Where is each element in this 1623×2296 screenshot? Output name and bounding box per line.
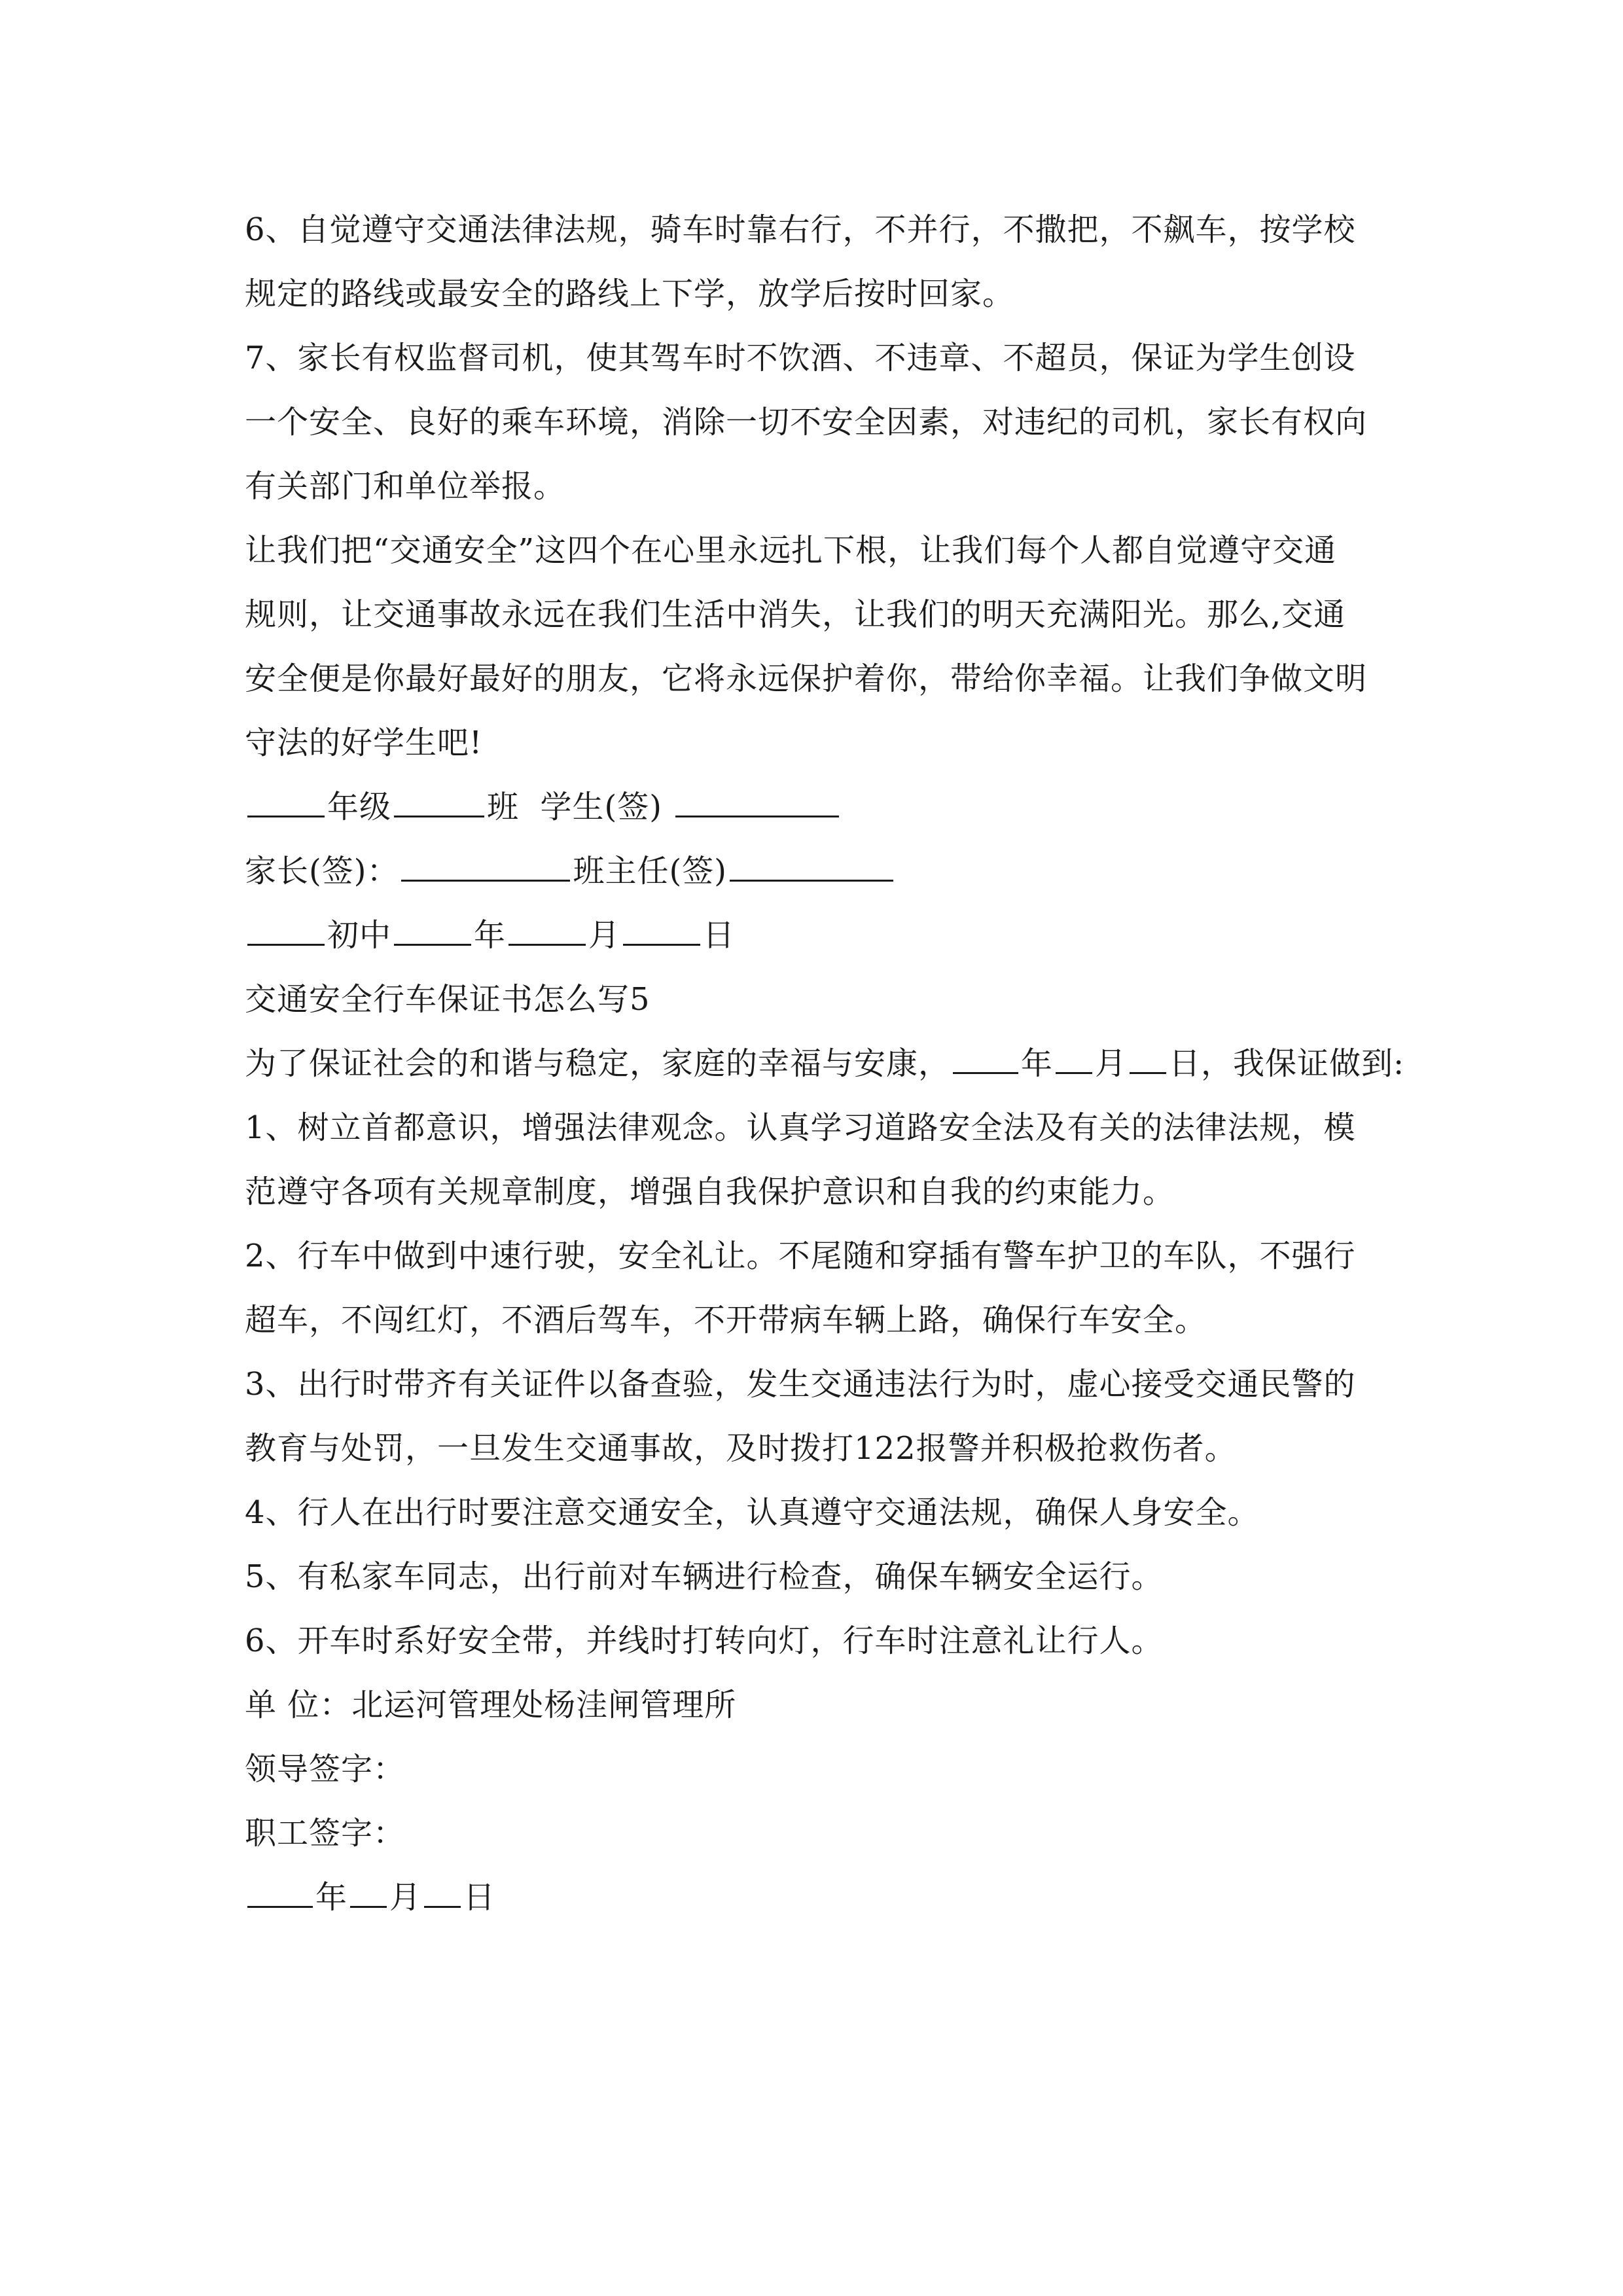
- paragraph-line: 范遵守各项有关规章制度，增强自我保护意识和自我的约束能力。: [245, 1174, 1175, 1210]
- parent-sign-blank[interactable]: [401, 850, 570, 882]
- class-label: 班: [487, 789, 520, 825]
- final-day-blank[interactable]: [424, 1876, 461, 1908]
- final-date-line: [245, 1865, 1383, 1929]
- date-line-school: [245, 903, 1383, 967]
- intro-month-blank[interactable]: [1056, 1042, 1092, 1074]
- paragraph-line: 3、出行时带齐有关证件以备查验，发生交通违法行为时，虚心接受交通民警的: [245, 1366, 1356, 1403]
- paragraph-line: 有关部门和单位举报。: [245, 468, 566, 505]
- section-title: 交通安全行车保证书怎么写5: [245, 981, 651, 1018]
- paragraph-line: 守法的好学生吧!: [245, 725, 483, 761]
- final-month-label: 月: [389, 1879, 422, 1916]
- final-year-blank[interactable]: [247, 1876, 313, 1908]
- paragraph-line: 超车，不闯红灯，不酒后驾车，不开带病车辆上路，确保行车安全。: [245, 1302, 1207, 1338]
- intro-text: 为了保证社会的和谐与稳定，家庭的幸福与安康，: [245, 1045, 951, 1082]
- paragraph-line: 教育与处罚，一旦发生交通事故，及时拨打122报警并积极抢救伤者。: [245, 1430, 1237, 1467]
- month-blank[interactable]: [508, 914, 586, 946]
- paragraph-line: 一个安全、良好的乘车环境，消除一切不安全因素，对违纪的司机，家长有权向: [245, 404, 1368, 440]
- teacher-sign-blank[interactable]: [730, 850, 893, 882]
- intro-year-label: 年: [1021, 1045, 1054, 1082]
- grade-blank[interactable]: [247, 785, 325, 817]
- paragraph-line: 规定的路线或最安全的路线上下学，放学后按时回家。: [245, 276, 1015, 312]
- leader-sign-line: 领导签字：: [245, 1751, 406, 1787]
- paragraph-line: 7、家长有权监督司机，使其驾车时不饮酒、不违章、不超员，保证为学生创设: [245, 340, 1356, 376]
- final-year-label: 年: [315, 1879, 348, 1916]
- day-blank[interactable]: [623, 914, 700, 946]
- teacher-sign-label: 班主任(签): [573, 853, 727, 889]
- class-blank[interactable]: [394, 785, 484, 817]
- parent-sign-label: 家长(签)：: [245, 853, 399, 889]
- intro-year-blank[interactable]: [953, 1042, 1018, 1074]
- month-label: 月: [588, 917, 621, 954]
- paragraph-line: 2、行车中做到中速行驶，安全礼让。不尾随和穿插有警车护卫的车队，不强行: [245, 1238, 1356, 1274]
- final-month-blank[interactable]: [350, 1876, 387, 1908]
- student-sign-label: 学生(签): [540, 789, 663, 825]
- paragraph-line: 6、自觉遵守交通法律法规，骑车时靠右行，不并行，不撒把，不飙车，按学校: [245, 211, 1356, 248]
- intro-line: [245, 1031, 1405, 1096]
- signature-line-student: [245, 775, 1383, 839]
- paragraph-line: 1、树立首都意识，增强法律观念。认真学习道路安全法及有关的法律法规，模: [245, 1109, 1356, 1146]
- intro-month-label: 月: [1095, 1045, 1128, 1082]
- school-blank[interactable]: [247, 914, 325, 946]
- paragraph-line: 5、有私家车同志，出行前对车辆进行检查，确保车辆安全运行。: [245, 1558, 1164, 1595]
- signature-line-parent: [245, 839, 1383, 903]
- staff-sign-line: 职工签字：: [245, 1815, 406, 1852]
- paragraph-line: 规则，让交通事故永远在我们生活中消失，让我们的明天充满阳光。那么,交通: [245, 596, 1346, 633]
- year-label: 年: [474, 917, 507, 954]
- grade-label: 年级: [327, 789, 392, 825]
- student-sign-blank[interactable]: [675, 785, 839, 817]
- day-label: 日: [703, 917, 736, 954]
- paragraph-line: 安全便是你最好最好的朋友，它将永远保护着你，带给你幸福。让我们争做文明: [245, 660, 1368, 697]
- intro-day-blank[interactable]: [1130, 1042, 1166, 1074]
- final-day-label: 日: [463, 1879, 496, 1916]
- document-body: [245, 198, 1405, 1929]
- school-label: 初中: [327, 917, 392, 954]
- paragraph-line: 6、开车时系好安全带，并线时打转向灯，行车时注意礼让行人。: [245, 1623, 1164, 1659]
- unit-line: 单 位：北运河管理处杨洼闸管理所: [245, 1687, 737, 1723]
- paragraph-line: 让我们把“交通安全”这四个在心里永远扎下根，让我们每个人都自觉遵守交通: [245, 532, 1337, 569]
- paragraph-line: 4、行人在出行时要注意交通安全，认真遵守交通法规，确保人身安全。: [245, 1494, 1260, 1531]
- intro-day-text: 日，我保证做到:: [1169, 1045, 1405, 1082]
- year-blank[interactable]: [394, 914, 471, 946]
